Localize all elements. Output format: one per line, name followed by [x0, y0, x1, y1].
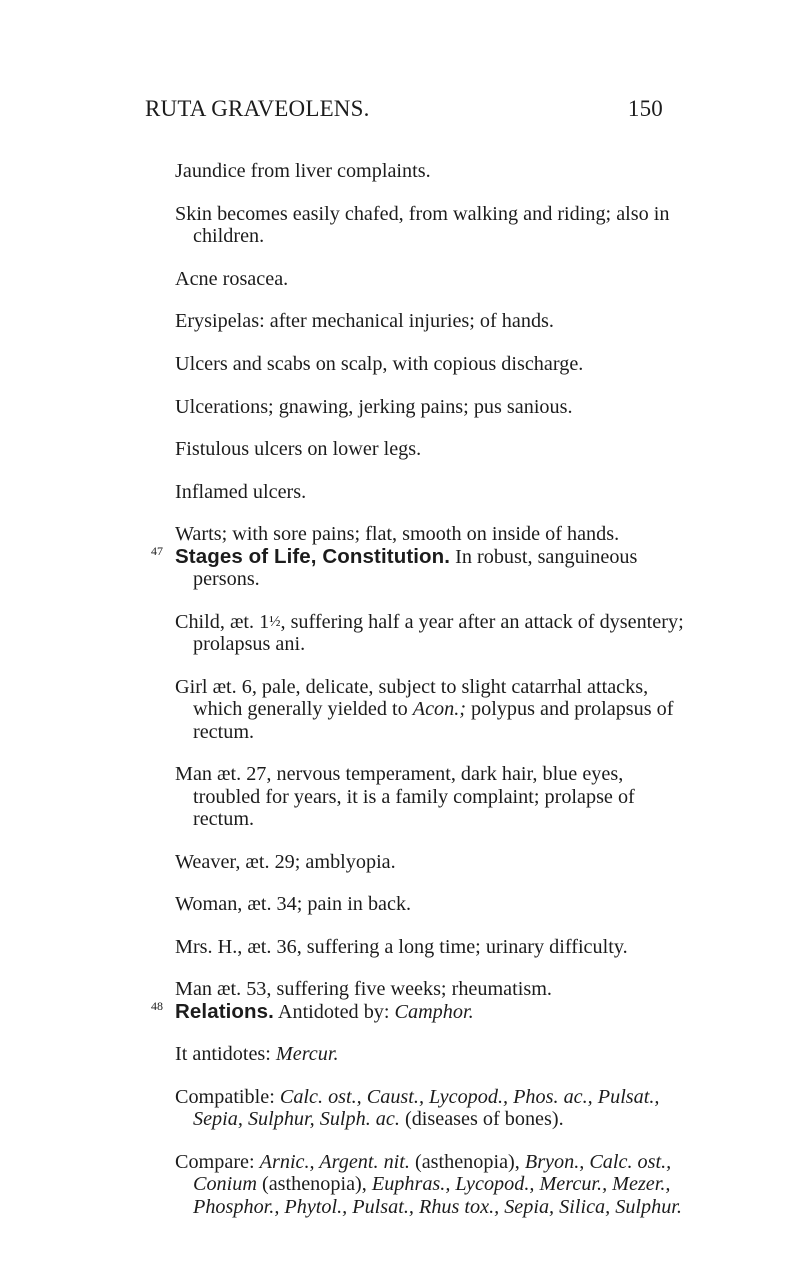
- remedy-list: Bryon., Calc. ost., Conium: [193, 1150, 672, 1196]
- symptom-line: Skin becomes easily chafed, from walking and riding; also in children.: [175, 202, 670, 248]
- remedy-name: Camphor.: [394, 1000, 474, 1023]
- case-text: , suffering half a year after an attack of dysentery; prolapsus ani.: [193, 610, 684, 656]
- relation-line: [175, 1086, 691, 1131]
- symptom-line: Jaundice from liver complaints.: [175, 160, 431, 183]
- case-text: Girl æt. 6, pale, delicate, subject to slight catarrhal attacks, which generally yielded to: [175, 675, 649, 721]
- remedy-name: Mercur.: [275, 1043, 339, 1066]
- remedy-list: Arnic., Argent. nit.: [259, 1150, 410, 1173]
- relation-label: Antidoted by:: [273, 1000, 395, 1023]
- relation-note: (asthenopia),: [409, 1150, 525, 1173]
- relation-note: (asthenopia),: [256, 1173, 372, 1196]
- symptom-line: Acne rosacea.: [175, 267, 289, 290]
- case-line: Woman, æt. 34; pain in back.: [175, 893, 412, 916]
- symptom-line: Fistulous ulcers on lower legs.: [175, 438, 422, 461]
- relation-note: (diseases of bones).: [399, 1108, 564, 1131]
- relation-label: Compare:: [175, 1150, 260, 1173]
- remedy-name: Acon.;: [412, 698, 466, 721]
- case-line: [175, 611, 691, 656]
- symptom-line: Inflamed ulcers.: [175, 480, 307, 503]
- case-text: polypus and prolapsus of rectum.: [193, 698, 674, 743]
- case-line: Weaver, æt. 29; amblyopia.: [175, 850, 396, 873]
- case-text: Child, æt. 1: [175, 610, 270, 633]
- symptom-line: Ulcerations; gnawing, jerking pains; pus sanious.: [175, 395, 573, 418]
- running-head: [145, 96, 663, 126]
- section-intro: In robust, sanguineous persons.: [193, 545, 638, 591]
- section-stages-of-life: [151, 543, 691, 591]
- page-number: 150: [627, 96, 663, 121]
- case-line: Man æt. 27, nervous temperament, dark hair, blue eyes, troubled for years, it is a family complaint; prolapse of rectum.: [175, 763, 635, 830]
- running-title: RUTA GRAVEOLENS.: [145, 96, 370, 121]
- relation-line: [175, 1151, 691, 1218]
- case-line: Mrs. H., æt. 36, suffering a long time; urinary difficulty.: [175, 935, 628, 958]
- section-title: Relations.: [175, 999, 274, 1023]
- section-relations: [151, 998, 691, 1023]
- remedy-list: Calc. ost., Caust., Lycopod., Phos. ac., Pulsat., Sepia, Sulphur, Sulph. ac.: [193, 1085, 660, 1131]
- section-number: 47: [151, 543, 163, 558]
- section-title: Stages of Life, Constitution.: [175, 544, 451, 568]
- relation-label: Compatible:: [175, 1085, 280, 1108]
- case-line: [175, 676, 691, 743]
- fraction: ½: [269, 613, 281, 630]
- remedy-list: Euphras., Lycopod., Mercur., Mezer., Phosphor., Phytol., Pulsat., Rhus tox., Sepia, Silica, Sulphur.: [193, 1173, 682, 1218]
- body-text: [0, 140, 800, 1218]
- relation-line: [175, 1043, 691, 1065]
- symptom-line: Erysipelas: after mechanical injuries; of hands.: [175, 310, 554, 333]
- symptom-line: Warts; with sore pains; flat, smooth on inside of hands.: [175, 523, 620, 546]
- relation-label: It antidotes:: [175, 1043, 276, 1066]
- section-number: 48: [151, 998, 163, 1013]
- case-line: Man æt. 53, suffering five weeks; rheumatism.: [175, 978, 552, 1001]
- symptom-line: Ulcers and scabs on scalp, with copious discharge.: [175, 352, 584, 375]
